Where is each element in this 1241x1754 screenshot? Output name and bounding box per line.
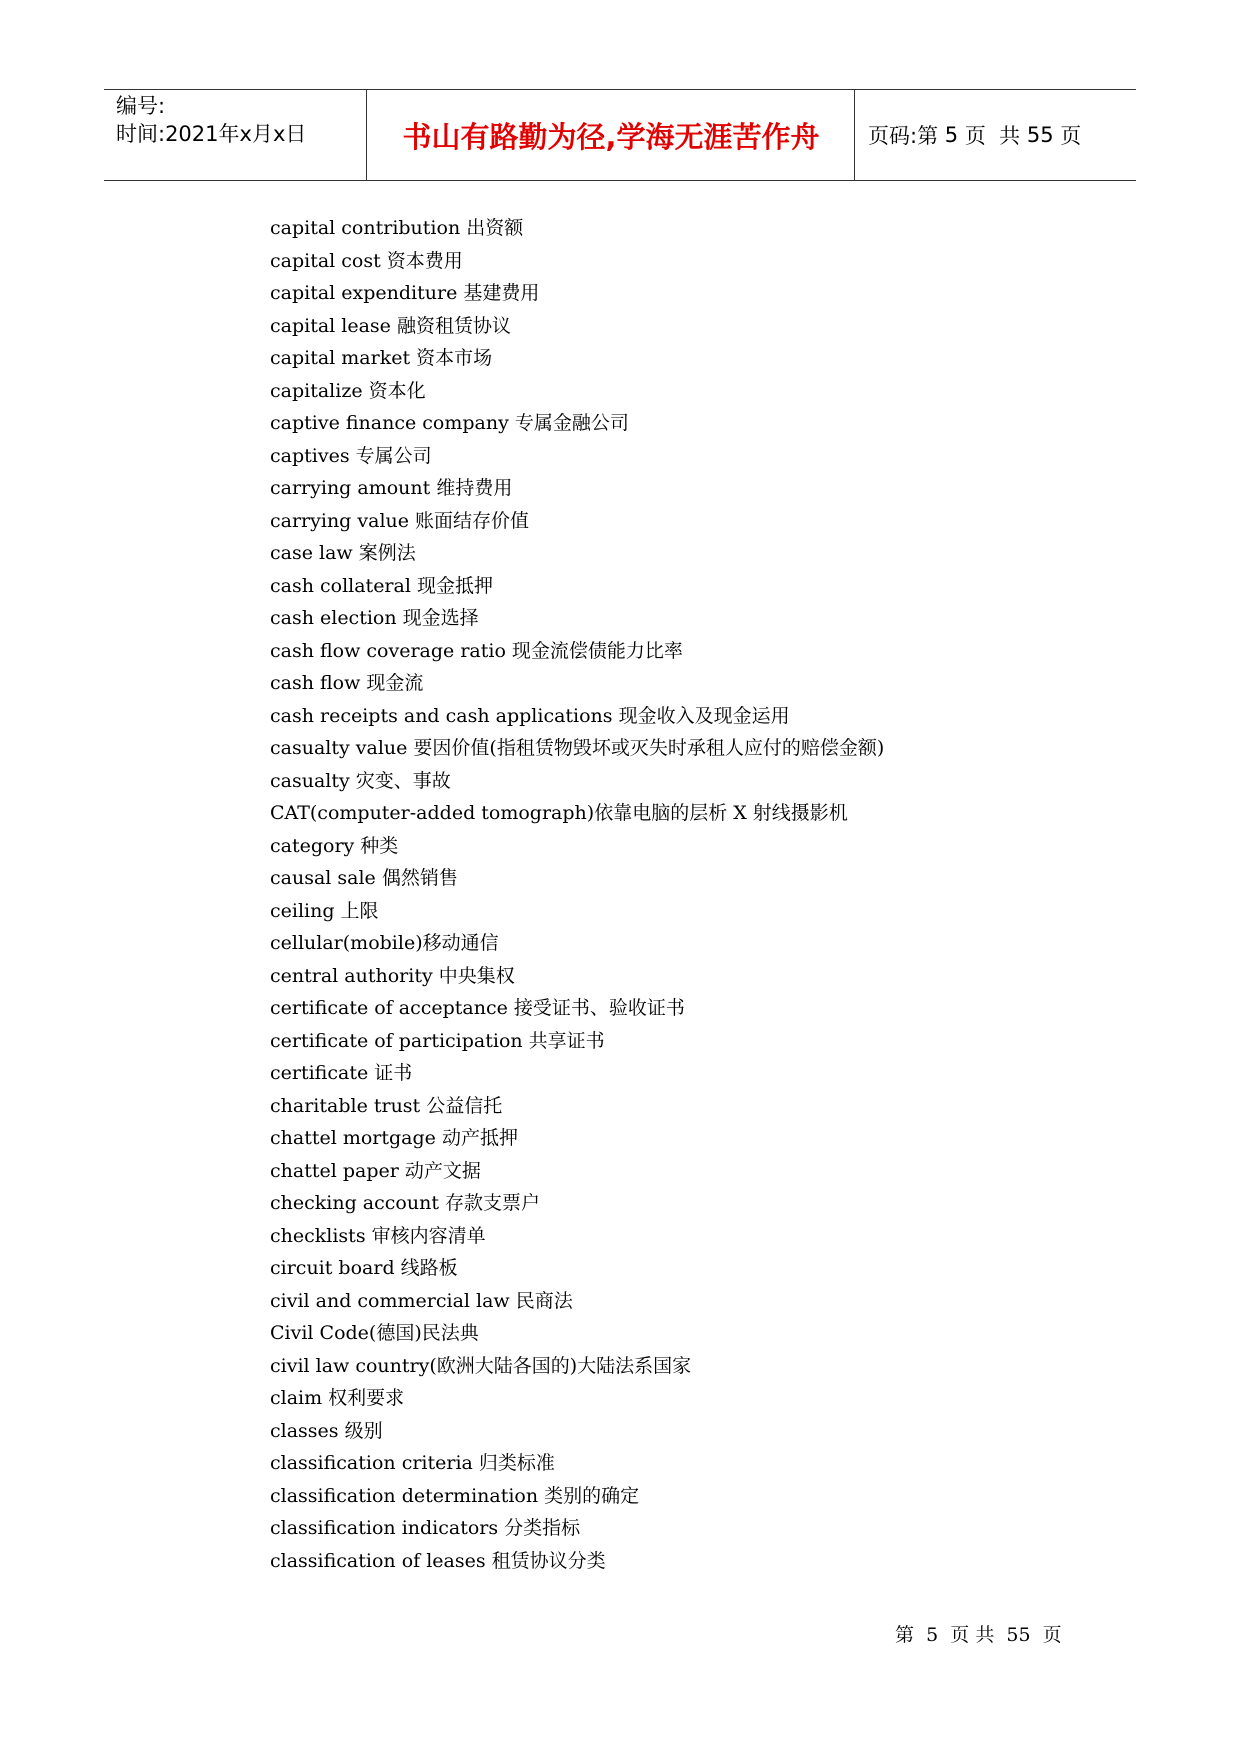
glossary-entry: classification indicators 分类指标 [270,1517,581,1539]
glossary-entry: case law 案例法 [270,542,416,564]
glossary-entry: civil law country(欧洲大陆各国的)大陆法系国家 [270,1354,692,1377]
glossary-entry: Civil Code(德国)民法典 [270,1322,479,1344]
glossary-entry: capital contribution 出资额 [270,217,524,239]
glossary-entry: carrying amount 维持费用 [270,477,513,499]
time-label: 时间:2021年x月x日 [116,122,307,146]
glossary-entry: casualty value 要因价值(指租赁物毁坏或灭失时承租人应付的赔偿金额) [270,737,885,759]
glossary-entry: central authority 中央集权 [270,964,515,987]
glossary-entry: capital expenditure 基建费用 [270,282,540,304]
page-suffix: 页 [1053,124,1082,148]
footer-total: 55 [1006,1624,1031,1646]
glossary-entry: capital market 资本市场 [270,347,493,369]
glossary-entry: charitable trust 公益信托 [270,1094,503,1117]
header-info [116,92,366,148]
footer-suffix: 页 [1036,1624,1062,1646]
glossary-entry: civil and commercial law 民商法 [270,1289,573,1312]
glossary-entry: circuit board 线路板 [270,1257,458,1279]
glossary-entry: captives 专属公司 [270,444,432,467]
glossary-entry: classification determination 类别的确定 [270,1484,640,1507]
glossary-entry: cash election 现金选择 [270,607,479,629]
glossary-entry: checking account 存款支票户 [270,1192,540,1214]
glossary-entry: claim 权利要求 [270,1387,405,1409]
glossary-entry: casualty 灾变、事故 [270,769,451,792]
glossary-entry: certificate 证书 [270,1062,413,1084]
number-label: 编号: [116,94,166,118]
glossary-entry: checklists 审核内容清单 [270,1224,486,1247]
page-prefix: 页码:第 [868,124,945,148]
glossary-entry: carrying value 账面结存价值 [270,509,530,532]
glossary-entry: causal sale 偶然销售 [270,867,458,889]
footer-middle: 页 共 [944,1624,1001,1646]
glossary-entry: capital lease 融资租赁协议 [270,314,511,337]
glossary-entry: category 种类 [270,834,399,857]
header-motto: 书山有路勤为径,学海无涯苦作舟 [402,119,820,154]
glossary-entry: cash flow coverage ratio 现金流偿债能力比率 [270,639,683,662]
footer-prefix: 第 [895,1624,921,1646]
glossary-entry: cash collateral 现金抵押 [270,574,493,597]
glossary-entry: classes 级别 [270,1419,383,1442]
glossary-entry: capital cost 资本费用 [270,249,463,272]
header-divider-left [366,90,367,180]
glossary-entry: captive finance company 专属金融公司 [270,412,629,434]
glossary-entry: chattel mortgage 动产抵押 [270,1127,518,1149]
glossary-entry: cellular(mobile)移动通信 [270,932,499,954]
glossary-entry: cash receipts and cash applications 现金收入及现金运用 [270,704,790,727]
page-middle: 页 共 [958,124,1027,148]
footer-current: 5 [926,1624,939,1646]
glossary-entry: capitalize 资本化 [270,379,426,402]
page-header [104,89,1136,181]
glossary-entry: classification of leases 租赁协议分类 [270,1549,606,1572]
glossary-entry: ceiling 上限 [270,899,379,922]
header-page-number [868,90,1081,180]
glossary-entry: cash flow 现金流 [270,672,424,694]
glossary-list [270,212,1170,1577]
glossary-entry: certificate of acceptance 接受证书、验收证书 [270,997,685,1019]
glossary-entry: certificate of participation 共享证书 [270,1029,605,1052]
glossary-entry: chattel paper 动产文据 [270,1159,481,1182]
page-current: 5 [944,123,959,147]
glossary-entry: CAT(computer-added tomograph)依靠电脑的层析 X 射线摄影机 [270,802,848,824]
header-divider-right [854,90,855,180]
glossary-entry: classification criteria 归类标准 [270,1452,555,1474]
page-total: 55 [1026,123,1054,147]
page-footer [895,1620,1062,1647]
